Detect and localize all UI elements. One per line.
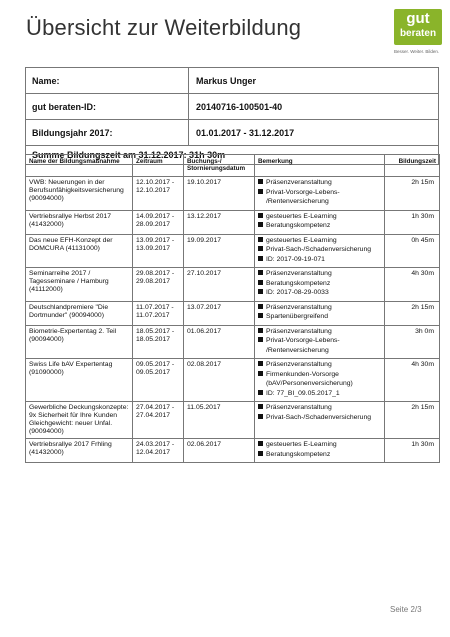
remark-text: Privat-Sach-/Schadenversicherung bbox=[266, 413, 372, 421]
remark-item bbox=[258, 371, 381, 379]
page-title: Übersicht zur Weiterbildung bbox=[26, 15, 302, 40]
remark-text: ID: 77_BI_09.05.2017_1 bbox=[266, 389, 340, 397]
bullet-square-icon bbox=[258, 441, 263, 446]
remark-text: Privat-Vorsorge-Lebens- bbox=[266, 188, 340, 196]
cell-duration: 2h 15m bbox=[385, 177, 440, 211]
bullet-square-icon bbox=[258, 328, 263, 333]
bullet-square-icon bbox=[258, 390, 263, 395]
year-row bbox=[26, 120, 438, 146]
cell-remark bbox=[255, 177, 385, 211]
remark-item bbox=[258, 441, 381, 449]
cell-name: Vertriebsrallye 2017 Frhling (41432000) bbox=[26, 439, 133, 463]
table-row bbox=[26, 268, 440, 302]
table-header-row bbox=[26, 155, 440, 177]
remark-item bbox=[258, 404, 381, 412]
table-row bbox=[26, 234, 440, 268]
cell-period bbox=[133, 325, 184, 359]
bullet-square-icon bbox=[258, 371, 263, 376]
cell-duration: 2h 15m bbox=[385, 402, 440, 439]
cell-booking: 19.09.2017 bbox=[184, 234, 255, 268]
remark-item bbox=[258, 313, 381, 321]
id-value: 20140716-100501-40 bbox=[196, 102, 283, 112]
year-label: Bildungsjahr 2017: bbox=[26, 120, 189, 145]
cell-name: Swiss Life bAV Expertentag (91090000) bbox=[26, 359, 133, 402]
cell-remark bbox=[255, 210, 385, 234]
cell-name: Gewerbliche Deckungskonzepte: 9x Sicherheit für Ihre Kunden Gleichgewicht: neuer Unfal. (90094000) bbox=[26, 402, 133, 439]
cell-period bbox=[133, 301, 184, 325]
name-label: Name: bbox=[26, 68, 189, 93]
name-row bbox=[26, 68, 438, 94]
bullet-square-icon bbox=[258, 256, 263, 261]
bullet-square-icon bbox=[258, 189, 263, 194]
cell-period bbox=[133, 359, 184, 402]
remark-text: Beratungskompetenz bbox=[266, 222, 331, 229]
cell-booking: 27.10.2017 bbox=[184, 268, 255, 302]
period-to: 29.08.2017 bbox=[136, 278, 171, 285]
bullet-square-icon bbox=[258, 313, 263, 318]
gut-beraten-logo bbox=[394, 9, 442, 45]
col-header-duration: Bildungszeit bbox=[385, 155, 440, 177]
cell-remark bbox=[255, 439, 385, 463]
remark-item bbox=[258, 237, 381, 245]
period-from: 11.07.2017 - bbox=[136, 303, 174, 311]
remark-item bbox=[258, 246, 381, 254]
remark-item bbox=[258, 390, 381, 398]
remark-text: Präsenzveranstaltung bbox=[266, 179, 332, 186]
remark-text: Firmenkunden-Vorsorge bbox=[266, 370, 339, 378]
cell-period bbox=[133, 268, 184, 302]
remark-continuation: /Rentenversicherung bbox=[266, 346, 329, 354]
period-to: 13.09.2017 bbox=[136, 244, 171, 252]
bullet-square-icon bbox=[258, 237, 263, 242]
bullet-square-icon bbox=[258, 304, 263, 309]
logo-line2: beraten bbox=[399, 28, 437, 39]
remark-text: Präsenzveranstaltung bbox=[266, 327, 332, 335]
bullet-square-icon bbox=[258, 414, 263, 419]
cell-name: VWB: Neuerungen in der Berufsunfähigkeitsversicherung (90094000) bbox=[26, 177, 133, 211]
cell-period bbox=[133, 402, 184, 439]
cell-period bbox=[133, 439, 184, 463]
table-row bbox=[26, 210, 440, 234]
cell-duration: 1h 30m bbox=[385, 210, 440, 234]
id-label: gut beraten-ID: bbox=[26, 94, 189, 119]
table-row bbox=[26, 177, 440, 211]
bullet-square-icon bbox=[258, 337, 263, 342]
remark-text: Präsenzveranstaltung bbox=[266, 303, 332, 311]
remark-item bbox=[258, 256, 381, 264]
cell-duration: 4h 30m bbox=[385, 359, 440, 402]
remark-item bbox=[258, 289, 381, 297]
cell-booking: 02.08.2017 bbox=[184, 359, 255, 402]
cell-period bbox=[133, 234, 184, 268]
period-from: 27.04.2017 - bbox=[136, 404, 175, 411]
bullet-square-icon bbox=[258, 213, 263, 218]
bullet-square-icon bbox=[258, 280, 263, 285]
table-body bbox=[26, 177, 440, 463]
logo-line1: gut bbox=[406, 10, 430, 27]
col-header-remark: Bemerkung bbox=[255, 155, 385, 177]
cell-period bbox=[133, 177, 184, 211]
period-to: 09.05.2017 bbox=[136, 369, 171, 376]
col-header-period: Zeitraum bbox=[133, 155, 184, 177]
remark-item bbox=[258, 304, 381, 312]
remark-item bbox=[258, 213, 381, 221]
cell-duration: 3h 0m bbox=[385, 325, 440, 359]
logo-tagline: Besser. Weiter. Bilden. bbox=[394, 49, 440, 54]
remark-item bbox=[258, 189, 381, 197]
year-value: 01.01.2017 - 31.12.2017 bbox=[196, 128, 295, 138]
cell-name: Vertriebsrallye Herbst 2017 (41432000) bbox=[26, 210, 133, 234]
col-header-booking: Buchungs-/ Stornierungsdatum bbox=[184, 155, 255, 177]
training-table bbox=[25, 154, 440, 463]
cell-booking: 13.12.2017 bbox=[184, 210, 255, 234]
cell-remark bbox=[255, 359, 385, 402]
period-from: 12.10.2017 - bbox=[136, 179, 175, 186]
remark-item bbox=[258, 414, 381, 422]
cell-name: Seminarreihe 2017 / Tagesseminare / Hamburg (41112000) bbox=[26, 268, 133, 302]
cell-booking: 11.05.2017 bbox=[184, 402, 255, 439]
remark-text: Beratungskompetenz bbox=[266, 279, 331, 287]
remark-text: ID: 2017-09-19-071 bbox=[266, 255, 325, 263]
col-header-name: Name der Bildungsmaßnahme bbox=[26, 155, 133, 177]
cell-duration: 2h 15m bbox=[385, 301, 440, 325]
table-row bbox=[26, 325, 440, 359]
period-from: 09.05.2017 - bbox=[136, 361, 175, 368]
bullet-square-icon bbox=[258, 289, 263, 294]
period-from: 18.05.2017 - bbox=[136, 327, 175, 335]
cell-period bbox=[133, 210, 184, 234]
remark-item bbox=[258, 222, 381, 230]
period-to: 28.09.2017 bbox=[136, 220, 171, 228]
remark-text: Präsenzveranstaltung bbox=[266, 361, 332, 368]
cell-duration: 4h 30m bbox=[385, 268, 440, 302]
period-to: 18.05.2017 bbox=[136, 335, 171, 343]
name-value: Markus Unger bbox=[196, 76, 257, 86]
remark-text: gesteuertes E-Learning bbox=[266, 441, 337, 448]
page-number: Seite 2/3 bbox=[390, 605, 422, 614]
cell-name: Deutschlandpremiere "Die Dortmunder" (90094000) bbox=[26, 301, 133, 325]
period-from: 24.03.2017 - bbox=[136, 441, 175, 448]
id-row bbox=[26, 94, 438, 120]
period-from: 29.08.2017 - bbox=[136, 270, 175, 277]
remark-text: gesteuertes E-Learning bbox=[266, 236, 337, 244]
remark-text: ID: 2017-08-29-0033 bbox=[266, 289, 329, 296]
remark-item bbox=[258, 280, 381, 288]
remark-item bbox=[258, 361, 381, 369]
cell-booking: 13.07.2017 bbox=[184, 301, 255, 325]
cell-booking: 19.10.2017 bbox=[184, 177, 255, 211]
table-row bbox=[26, 301, 440, 325]
period-to: 12.04.2017 bbox=[136, 449, 171, 456]
table-row bbox=[26, 439, 440, 463]
remark-text: Beratungskompetenz bbox=[266, 450, 331, 458]
cell-duration: 1h 30m bbox=[385, 439, 440, 463]
sum-text: Summe Bildungszeit am 31.12.2017: 31h 30m bbox=[32, 150, 226, 160]
cell-duration: 0h 45m bbox=[385, 234, 440, 268]
cell-remark bbox=[255, 268, 385, 302]
bullet-square-icon bbox=[258, 179, 263, 184]
remark-continuation: (bAV/Personenversicherung) bbox=[266, 380, 353, 387]
info-block bbox=[25, 67, 439, 165]
remark-text: Präsenzveranstaltung bbox=[266, 270, 332, 277]
cell-remark bbox=[255, 301, 385, 325]
bullet-square-icon bbox=[258, 451, 263, 456]
cell-remark bbox=[255, 402, 385, 439]
remark-item bbox=[258, 337, 381, 345]
remark-item bbox=[258, 328, 381, 336]
remark-text: Privat-Vorsorge-Lebens- bbox=[266, 337, 340, 344]
cell-remark bbox=[255, 325, 385, 359]
remark-text: Privat-Sach-/Schadenversicherung bbox=[266, 246, 372, 253]
remark-item bbox=[258, 270, 381, 278]
period-from: 14.09.2017 - bbox=[136, 212, 175, 220]
bullet-square-icon bbox=[258, 222, 263, 227]
remark-text: Spartenübergreifend bbox=[266, 313, 328, 320]
bullet-square-icon bbox=[258, 246, 263, 251]
remark-text: gesteuertes E-Learning bbox=[266, 212, 337, 220]
table-row bbox=[26, 359, 440, 402]
cell-booking: 01.06.2017 bbox=[184, 325, 255, 359]
bullet-square-icon bbox=[258, 270, 263, 275]
period-from: 13.09.2017 - bbox=[136, 236, 175, 244]
bullet-square-icon bbox=[258, 404, 263, 409]
cell-name: Biometrie-Expertentag 2. Teil (90094000) bbox=[26, 325, 133, 359]
period-to: 11.07.2017 bbox=[136, 311, 170, 319]
bullet-square-icon bbox=[258, 361, 263, 366]
remark-continuation: /Rentenversicherung bbox=[266, 198, 329, 205]
table-row bbox=[26, 402, 440, 439]
cell-remark bbox=[255, 234, 385, 268]
cell-booking: 02.06.2017 bbox=[184, 439, 255, 463]
remark-text: Präsenzveranstaltung bbox=[266, 404, 332, 411]
period-to: 27.04.2017 bbox=[136, 412, 171, 419]
period-to: 12.10.2017 bbox=[136, 187, 171, 194]
remark-item bbox=[258, 179, 381, 187]
remark-item bbox=[258, 451, 381, 459]
cell-name: Das neue EFH-Konzept der DOMCURA (41131000) bbox=[26, 234, 133, 268]
